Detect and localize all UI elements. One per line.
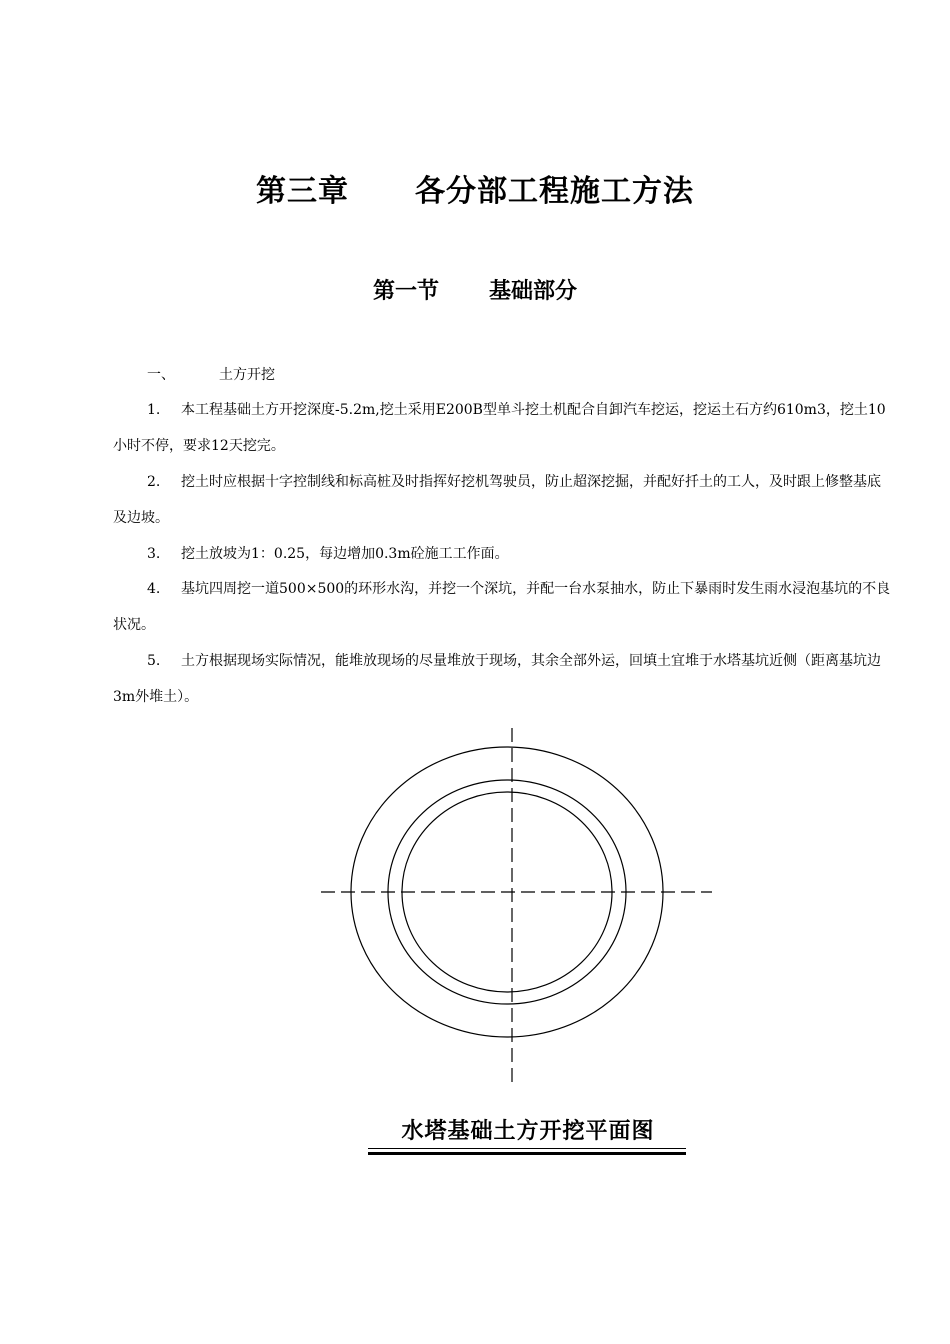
item-text: 基坑四周挖一道500×500的环形水沟，并挖一个深坑，并配一台水泵抽水，防止下暴雨时发生雨水浸泡基坑的不良状况。 xyxy=(113,581,891,633)
subsection-number: 一、 xyxy=(147,367,175,383)
item-text: 挖土时应根据十字控制线和标高桩及时指挥好挖机驾驶员，防止超深挖掘，并配好扦土的工人，及时跟上修整基底及边坡。 xyxy=(113,474,881,526)
caption-underline xyxy=(368,1148,686,1156)
section-number: 第一节 xyxy=(372,279,439,304)
item-number: 1. xyxy=(147,402,161,418)
item-text: 本工程基础土方开挖深度-5.2m,挖土采用E200B型单斗挖土机配合自卸汽车挖运，挖运土石方约610m3，挖土10小时不停，要求12天挖完。 xyxy=(113,402,886,454)
chapter-name: 各分部工程施工方法 xyxy=(415,174,694,209)
figure-caption: 水塔基础土方开挖平面图 xyxy=(401,1119,655,1144)
item-number: 2. xyxy=(147,474,161,490)
underline-thin xyxy=(368,1148,686,1149)
item-number: 5. xyxy=(147,653,161,669)
item-number: 4. xyxy=(147,581,161,597)
item-text: 土方根据现场实际情况，能堆放现场的尽量堆放于现场，其余全部外运，回填土宜堆于水塔基坑近侧（距离基坑边3m外堆土）。 xyxy=(113,653,881,705)
item-text: 挖土放坡为1：0.25，每边增加0.3m砼施工工作面。 xyxy=(181,546,509,562)
subsection-name: 土方开挖 xyxy=(219,367,275,383)
underline-thick xyxy=(368,1152,686,1155)
chapter-number: 第三章 xyxy=(256,174,349,209)
item-number: 3. xyxy=(147,546,161,562)
section-name: 基础部分 xyxy=(489,279,578,304)
